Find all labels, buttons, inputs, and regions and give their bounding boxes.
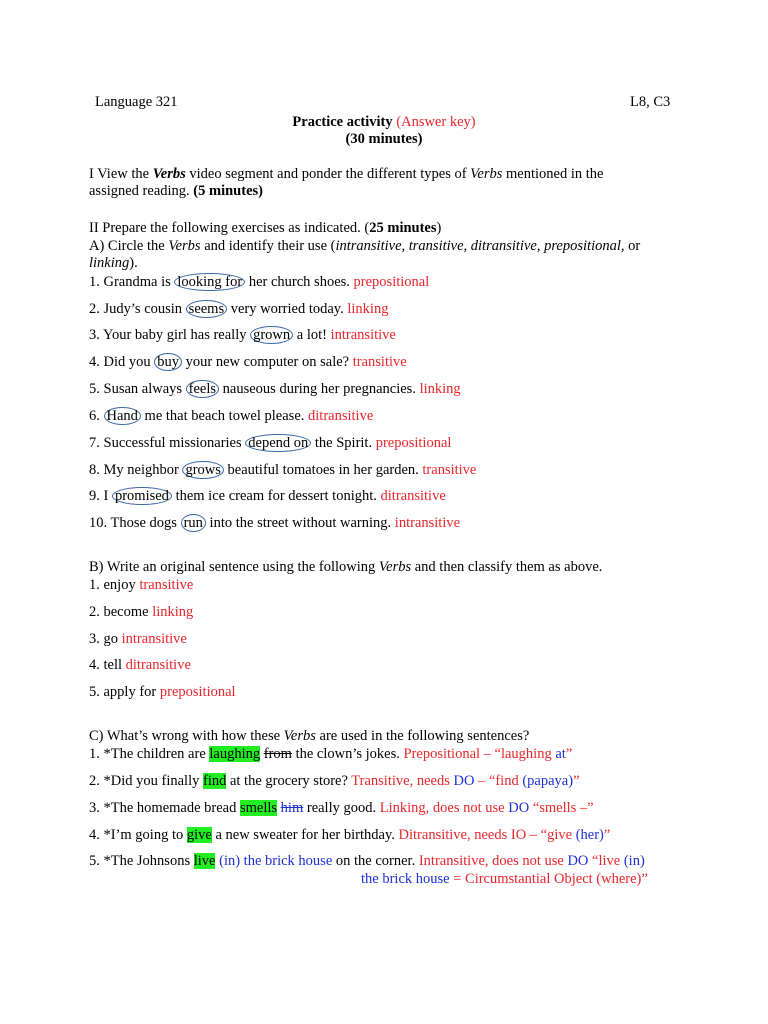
list-item: 1. *The children are laughing from the clown’s jokes. Prepositional – “laughing at” (89, 746, 573, 762)
highlighted-verb: give (186, 827, 212, 843)
part2-heading: II Prepare the following exercises as indicated. (25 minutes) (89, 220, 442, 236)
highlighted-verb: laughing (209, 746, 261, 762)
circled-verb: grown (250, 326, 293, 344)
list-item: 5. *The Johnsons live (in) the brick house on the corner. Intransitive, does not use DO “live (in) (89, 853, 645, 869)
lesson-code: L8, C3 (630, 94, 671, 110)
answer: intransitive (121, 631, 187, 647)
circled-verb: feels (186, 380, 219, 398)
circled-verb: grows (182, 461, 223, 479)
answer: Prepositional – “laughing (403, 746, 556, 762)
highlighted-verb: find (202, 773, 227, 789)
section-a-line2: linking). (89, 255, 138, 271)
answer-key-label: (Answer key) (396, 114, 476, 130)
list-item: 3. go intransitive (89, 631, 187, 647)
list-item: 3. *The homemade bread smells him really good. Linking, does not use DO “smells –” (89, 800, 594, 816)
circled-verb: run (181, 514, 206, 532)
title-duration: (30 minutes) (345, 131, 423, 147)
list-item: 5. apply for prepositional (89, 684, 236, 700)
answer: Ditransitive, needs IO – “give (398, 827, 576, 843)
answer: linking (419, 381, 461, 397)
list-item: 5. Susan always feels nauseous during her pregnancies. linking (89, 381, 461, 397)
answer: transitive (139, 577, 194, 593)
list-item: 3. Your baby girl has really grown a lot! intransitive (89, 327, 396, 343)
answer: linking (347, 301, 389, 317)
list-item: 6. Hand me that beach towel please. ditransitive (89, 408, 374, 424)
answer: prepositional (159, 684, 236, 700)
answer: ditransitive (380, 488, 446, 504)
list-item: 8. My neighbor grows beautiful tomatoes in her garden. transitive (89, 462, 477, 478)
answer: Transitive, needs (351, 773, 454, 789)
list-item: 2. become linking (89, 604, 194, 620)
part1-line2: assigned reading. (5 minutes) (89, 183, 263, 199)
list-item: 4. *I’m going to give a new sweater for her birthday. Ditransitive, needs IO – “give (her)” (89, 827, 611, 843)
list-item: 9. I promised them ice cream for dessert tonight. ditransitive (89, 488, 446, 504)
list-item: 10. Those dogs run into the street without warning. intransitive (89, 515, 461, 531)
section-b-heading: B) Write an original sentence using the following Verbs and then classify them as above. (89, 559, 603, 575)
circled-verb: promised (112, 487, 172, 505)
answer: prepositional (375, 435, 452, 451)
struck-word: from (263, 746, 292, 762)
circled-verb: Hand (104, 407, 141, 425)
section-c-heading: C) What’s wrong with how these Verbs are used in the following sentences? (89, 728, 530, 744)
answer: transitive (352, 354, 407, 370)
page-title (0, 113, 768, 131)
answer: Linking, does not use (379, 800, 509, 816)
circled-verb: buy (154, 353, 182, 371)
circled-verb: depend on (245, 434, 311, 452)
list-item: 2. Judy’s cousin seems very worried today. linking (89, 301, 389, 317)
answer: ditransitive (308, 408, 374, 424)
circled-verb: looking for (174, 273, 245, 291)
title-main: Practice activity (292, 114, 393, 130)
struck-word: him (280, 800, 304, 816)
highlighted-verb: live (193, 853, 216, 869)
answer: intransitive (394, 515, 461, 531)
part1-line1: I View the Verbs video segment and ponder the different types of Verbs mentioned in the (89, 166, 604, 182)
list-item: 1. enjoy transitive (89, 577, 194, 593)
list-item: 1. Grandma is looking for her church shoes. prepositional (89, 274, 430, 290)
section-a-line1: A) Circle the Verbs and identify their use (intransitive, transitive, ditransitive, prepositional, or (89, 238, 641, 254)
answer: intransitive (330, 327, 396, 343)
list-item: 7. Successful missionaries depend on the Spirit. prepositional (89, 435, 452, 451)
course-name: Language 321 (95, 94, 178, 110)
highlighted-verb: smells (239, 800, 278, 816)
answer-continuation: the brick house = Circumstantial Object (where)” (361, 871, 648, 887)
list-item: 4. tell ditransitive (89, 657, 191, 673)
list-item: 2. *Did you finally find at the grocery store? Transitive, needs DO – “find (papaya)” (89, 773, 580, 789)
answer: ditransitive (125, 657, 191, 673)
list-item: 4. Did you buy your new computer on sale? transitive (89, 354, 407, 370)
circled-verb: seems (186, 300, 227, 318)
answer: prepositional (353, 274, 430, 290)
answer: Intransitive, does not use (418, 853, 568, 869)
answer: transitive (422, 462, 477, 478)
answer: linking (152, 604, 194, 620)
